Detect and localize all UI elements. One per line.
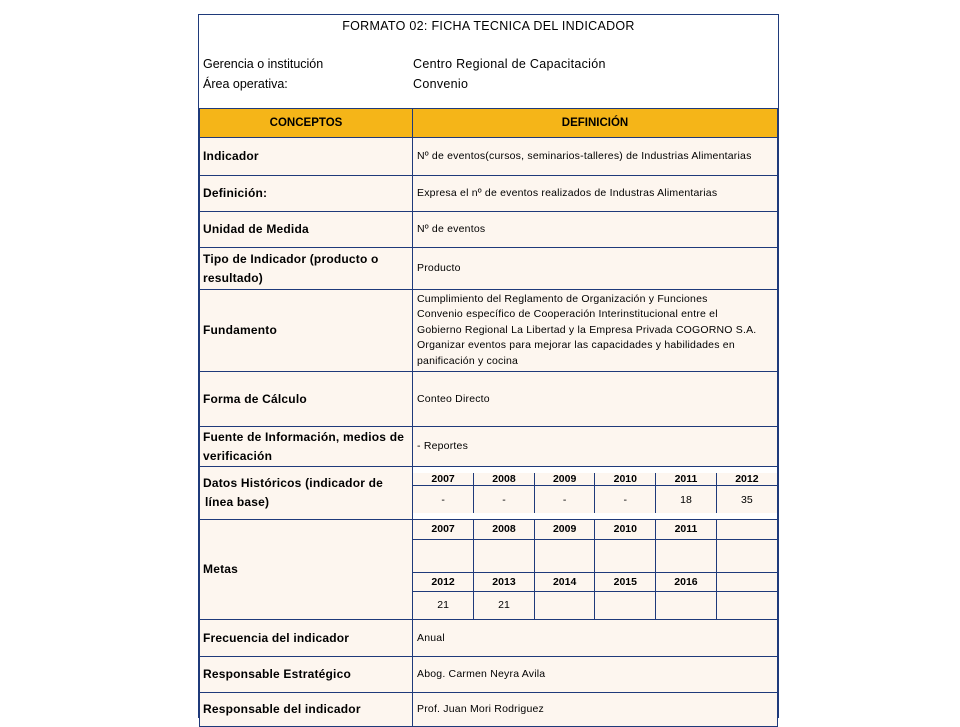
hist-value: - (413, 485, 474, 513)
metas-values-row (413, 591, 777, 619)
hist-value: 18 (656, 485, 717, 513)
row-value-tipo: Producto (413, 248, 778, 290)
meta-value (474, 539, 535, 572)
meta-value (716, 539, 777, 572)
fundamento-line: Gobierno Regional La Libertad y la Empresa Privada COGORNO S.A. (417, 323, 757, 336)
row-label-metas: Metas (200, 520, 413, 620)
row-label-definicion: Definición: (200, 176, 413, 212)
table-row (200, 620, 778, 657)
area-value: Convenio (413, 77, 469, 91)
meta-value (595, 591, 656, 619)
hist-year: 2007 (413, 473, 474, 486)
header-conceptos: CONCEPTOS (200, 109, 413, 138)
table-row (200, 248, 778, 290)
meta-year: 2012 (413, 572, 474, 591)
meta-year: 2010 (595, 520, 656, 539)
fundamento-line: Cumplimiento del Reglamento de Organización y Funciones (417, 292, 708, 305)
hist-year: 2010 (595, 473, 656, 486)
sheet-header (199, 15, 778, 107)
fundamento-line: Organizar eventos para mejorar las capacidades y habilidades en (417, 339, 735, 352)
meta-year (716, 520, 777, 539)
meta-value (716, 591, 777, 619)
meta-value (656, 539, 717, 572)
fundamento-line: panificación y cocina (417, 354, 519, 367)
metas-grid-cell (413, 520, 778, 620)
table-row (200, 693, 778, 727)
hist-value: - (595, 485, 656, 513)
meta-value: 21 (474, 591, 535, 619)
meta-year: 2015 (595, 572, 656, 591)
hist-year: 2009 (534, 473, 595, 486)
row-label-unidad: Unidad de Medida (200, 212, 413, 248)
metas-grid (413, 520, 777, 619)
meta-year: 2013 (474, 572, 535, 591)
gerencia-label: Gerencia o institución (203, 57, 324, 71)
hist-value: 35 (716, 485, 777, 513)
page-title: FORMATO 02: FICHA TECNICA DEL INDICADOR (342, 19, 635, 33)
table-row (200, 520, 778, 620)
meta-value (413, 539, 474, 572)
table-row (200, 372, 778, 427)
row-label-frecuencia: Frecuencia del indicador (200, 620, 413, 657)
row-value-definicion: Expresa el nº de eventos realizados de Industras Alimentarias (413, 176, 778, 212)
meta-year: 2016 (656, 572, 717, 591)
meta-value: 21 (413, 591, 474, 619)
area-label: Área operativa: (203, 77, 288, 91)
hist-value: - (474, 485, 535, 513)
indicator-table (199, 108, 778, 727)
row-value-forma: Conteo Directo (413, 372, 778, 427)
meta-value (534, 539, 595, 572)
metas-years-row (413, 572, 777, 591)
table-row (200, 176, 778, 212)
historicos-label-line: línea base) (205, 495, 270, 509)
hist-value: - (534, 485, 595, 513)
row-value-resp-estrategico: Abog. Carmen Neyra Avila (413, 657, 778, 693)
table-row (200, 657, 778, 693)
table-row (200, 290, 778, 372)
historicos-grid (413, 473, 777, 514)
meta-year: 2014 (534, 572, 595, 591)
row-label-fundamento: Fundamento (200, 290, 413, 372)
table-row (200, 212, 778, 248)
table-header-row (200, 109, 778, 138)
row-value-fuente: - Reportes (413, 427, 778, 467)
table-row (200, 427, 778, 467)
ficha-tecnica-sheet (198, 14, 779, 718)
meta-year: 2011 (656, 520, 717, 539)
historicos-values-row (413, 485, 777, 513)
historicos-grid-cell (413, 467, 778, 520)
meta-value (534, 591, 595, 619)
hist-year: 2012 (716, 473, 777, 486)
table-row (200, 467, 778, 520)
meta-value (656, 591, 717, 619)
metas-values-row (413, 539, 777, 572)
metas-years-row (413, 520, 777, 539)
historicos-years-row (413, 473, 777, 486)
row-value-fundamento (413, 290, 778, 372)
meta-year (716, 572, 777, 591)
meta-year: 2009 (534, 520, 595, 539)
row-value-resp-indicador: Prof. Juan Mori Rodriguez (413, 693, 778, 727)
row-value-unidad: Nº de eventos (413, 212, 778, 248)
meta-value (595, 539, 656, 572)
row-label-resp-indicador: Responsable del indicador (200, 693, 413, 727)
hist-year: 2011 (656, 473, 717, 486)
gerencia-value: Centro Regional de Capacitación (413, 57, 606, 71)
fundamento-line: Convenio específico de Cooperación Interinstitucional entre el (417, 308, 718, 321)
row-value-indicador: Nº de eventos(cursos, seminarios-talleres) de Industrias Alimentarias (413, 138, 778, 176)
row-label-indicador: Indicador (200, 138, 413, 176)
row-label-forma: Forma de Cálculo (200, 372, 413, 427)
meta-year: 2008 (474, 520, 535, 539)
row-label-fuente: Fuente de Información, medios de verificación (200, 427, 413, 467)
header-definicion: DEFINICIÓN (413, 109, 778, 138)
row-label-historicos (200, 467, 413, 520)
row-value-frecuencia: Anual (413, 620, 778, 657)
row-label-tipo: Tipo de Indicador (producto o resultado) (200, 248, 413, 290)
meta-year: 2007 (413, 520, 474, 539)
hist-year: 2008 (474, 473, 535, 486)
row-label-resp-estrategico: Responsable Estratégico (200, 657, 413, 693)
table-row (200, 138, 778, 176)
historicos-label-line: Datos Históricos (indicador de (203, 476, 384, 490)
